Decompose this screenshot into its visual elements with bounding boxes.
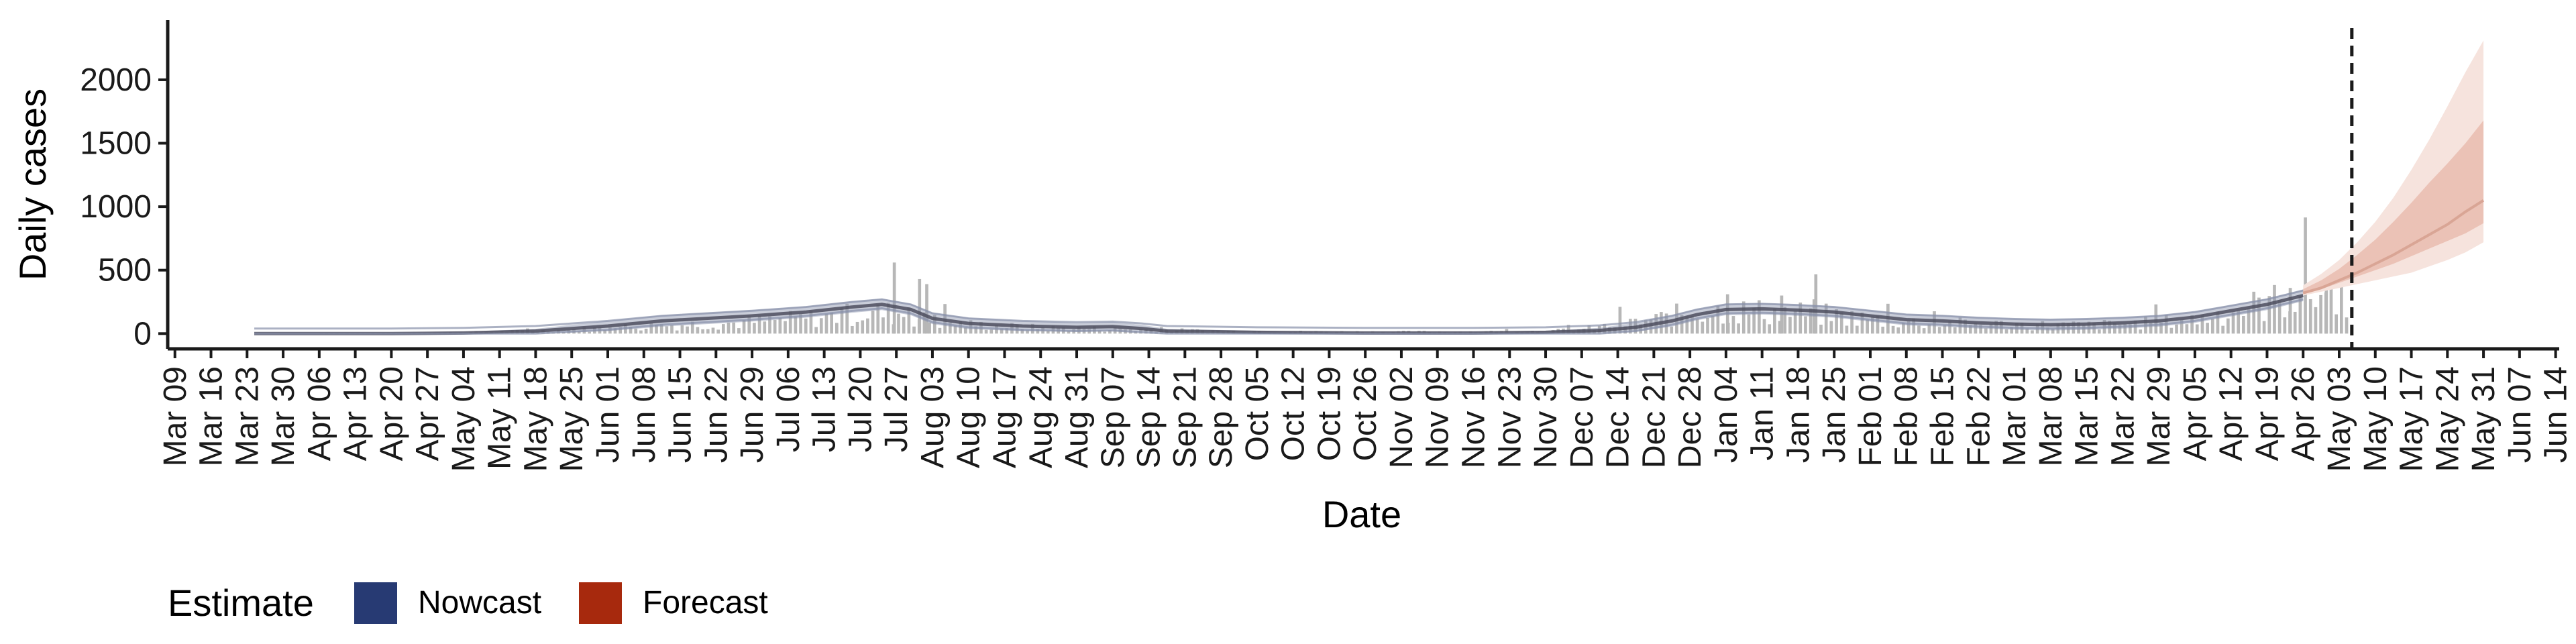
bar-day-305	[1748, 314, 1751, 333]
bar-spike-1	[918, 279, 921, 333]
bar-day-134	[866, 319, 869, 334]
bar-day-413	[2304, 217, 2307, 333]
bar-day-97	[676, 331, 679, 334]
x-tick-label-51: Mar 01	[1997, 366, 2033, 467]
bar-day-415	[2314, 307, 2318, 333]
x-tick-label-62: May 17	[2394, 366, 2430, 472]
bar-day-373	[2098, 329, 2101, 333]
x-tick-label-6: Apr 20	[374, 366, 410, 462]
x-tick-label-11: May 25	[554, 366, 590, 472]
bar-day-112	[753, 323, 756, 333]
y-tick-label-2000: 2000	[80, 62, 152, 98]
bar-day-89	[634, 329, 637, 334]
y-tick-label-1000: 1000	[80, 189, 152, 225]
bar-day-104	[712, 327, 715, 333]
bar-day-124	[814, 327, 818, 333]
x-tick-label-57: Apr 12	[2213, 366, 2249, 462]
bar-day-388	[2175, 325, 2178, 334]
bar-day-338	[1917, 325, 1921, 333]
bar-day-99	[686, 327, 689, 334]
x-tick-label-23: Aug 17	[987, 366, 1023, 469]
bar-day-107	[727, 323, 731, 333]
bar-day-128	[835, 323, 839, 333]
x-tick-label-61: May 10	[2357, 366, 2394, 472]
bar-day-308	[1763, 319, 1766, 334]
x-tick-label-31: Oct 12	[1275, 366, 1311, 462]
bar-day-409	[2284, 317, 2287, 333]
bar-day-392	[2196, 325, 2199, 334]
x-tick-label-65: Jun 07	[2502, 366, 2538, 464]
bar-day-418	[2330, 285, 2333, 333]
bar-spike-2	[925, 284, 928, 334]
y-tick-label-0: 0	[133, 316, 152, 352]
x-tick-label-41: Dec 21	[1636, 366, 1672, 469]
x-tick-label-48: Feb 08	[1888, 366, 1925, 467]
x-tick-label-63: May 24	[2430, 366, 2466, 472]
x-tick-label-64: May 31	[2466, 366, 2502, 472]
legend	[168, 582, 768, 624]
bar-day-106	[722, 324, 725, 333]
x-tick-label-60: May 03	[2321, 366, 2357, 472]
bar-day-334	[1896, 327, 1900, 333]
x-tick-label-56: Apr 05	[2177, 366, 2213, 462]
bar-day-321	[1830, 321, 1833, 334]
x-tick-label-46: Jan 25	[1817, 366, 1853, 464]
bar-day-313	[1788, 317, 1792, 333]
x-tick-label-32: Oct 19	[1311, 366, 1348, 462]
bars-layer	[320, 217, 2349, 334]
bar-day-319	[1819, 325, 1823, 333]
legend-label-forecast: Forecast	[643, 585, 768, 621]
bar-day-300	[1721, 323, 1725, 333]
x-tick-label-2: Mar 23	[229, 366, 266, 467]
x-tick-label-44: Jan 11	[1744, 366, 1780, 461]
x-tick-label-28: Sep 21	[1167, 366, 1203, 469]
x-tick-label-7: Apr 27	[410, 366, 446, 462]
bar-day-302	[1732, 316, 1735, 333]
x-tick-label-8: May 04	[445, 366, 482, 472]
bar-day-133	[861, 321, 864, 334]
bar-day-416	[2319, 295, 2322, 333]
x-tick-label-34: Nov 02	[1383, 366, 1419, 469]
bar-day-110	[743, 320, 746, 333]
y-tick-label-1500: 1500	[80, 125, 152, 162]
x-tick-label-3: Mar 30	[266, 366, 302, 467]
bar-day-290	[1670, 327, 1673, 333]
x-tick-label-40: Dec 14	[1600, 366, 1636, 469]
x-tick-label-29: Sep 28	[1203, 366, 1240, 469]
y-tick-label-500: 500	[97, 252, 152, 288]
bar-day-298	[1711, 316, 1715, 333]
x-tick-label-45: Jan 18	[1780, 366, 1817, 464]
bar-day-345	[1953, 327, 1957, 333]
x-tick-label-52: Mar 08	[2033, 366, 2069, 467]
forecast-layer	[2303, 40, 2483, 295]
bar-day-105	[716, 329, 720, 333]
plot-area	[254, 28, 2483, 349]
x-tick-label-1: Mar 16	[193, 366, 229, 467]
x-tick-label-17: Jul 06	[770, 366, 806, 453]
bar-day-303	[1737, 323, 1740, 333]
x-tick-label-10: May 18	[518, 366, 554, 472]
bar-day-397	[2221, 326, 2224, 334]
bar-day-109	[737, 328, 741, 333]
x-tick-label-25: Aug 31	[1059, 366, 1095, 469]
bar-day-146	[928, 323, 931, 334]
x-tick-label-55: Mar 29	[2141, 366, 2178, 467]
legend-label-nowcast: Nowcast	[418, 585, 542, 621]
x-tick-label-27: Sep 14	[1131, 366, 1167, 469]
x-tick-label-18: Jul 13	[806, 366, 843, 453]
bar-day-331	[1881, 327, 1884, 333]
x-tick-label-15: Jun 22	[698, 366, 735, 464]
bar-day-103	[706, 329, 710, 334]
bar-day-414	[2309, 299, 2312, 333]
bar-day-122	[804, 319, 808, 333]
bar-day-381	[2139, 329, 2142, 333]
x-tick-label-26: Sep 07	[1095, 366, 1131, 469]
bar-day-96	[670, 325, 674, 333]
bar-day-127	[830, 313, 833, 333]
x-tick-label-54: Mar 22	[2105, 366, 2141, 467]
bar-day-360	[2031, 330, 2034, 333]
bar-day-158	[989, 329, 993, 333]
bar-day-419	[2334, 315, 2338, 334]
bar-day-80	[588, 332, 591, 334]
x-tick-label-5: Apr 13	[337, 366, 374, 462]
legend-swatch-forecast	[579, 582, 622, 624]
bar-day-398	[2226, 319, 2230, 334]
bar-day-316	[1804, 317, 1807, 334]
bar-day-401	[2242, 316, 2245, 333]
x-tick-label-47: Feb 01	[1852, 366, 1888, 467]
bar-day-296	[1701, 322, 1704, 334]
bar-day-141	[902, 317, 906, 334]
x-tick-label-12: Jun 01	[590, 366, 627, 464]
x-tick-label-35: Nov 09	[1419, 366, 1456, 469]
x-tick-label-59: Apr 26	[2286, 366, 2322, 462]
x-tick-label-36: Nov 16	[1456, 366, 1492, 469]
x-tick-label-49: Feb 15	[1925, 366, 1961, 467]
bar-spike-0	[893, 262, 896, 333]
bar-day-95	[665, 326, 668, 333]
x-tick-label-20: Jul 27	[879, 366, 915, 453]
x-tick-label-58: Apr 19	[2249, 366, 2286, 462]
bar-day-117	[778, 318, 782, 333]
x-tick-label-16: Jun 29	[735, 366, 771, 464]
bar-day-126	[825, 314, 828, 334]
x-tick-label-30: Oct 05	[1239, 366, 1275, 462]
bar-day-135	[871, 311, 875, 333]
x-tick-label-53: Mar 15	[2069, 366, 2105, 467]
x-axis	[158, 349, 2574, 472]
bar-day-91	[645, 329, 648, 333]
bar-day-114	[763, 321, 766, 333]
bar-day-326	[1856, 326, 1859, 334]
bar-day-297	[1706, 318, 1709, 333]
bar-day-90	[639, 331, 643, 334]
bar-day-390	[2186, 324, 2189, 333]
legend-swatch-nowcast	[354, 582, 397, 624]
bar-day-351	[1984, 328, 1988, 333]
x-tick-label-9: May 11	[482, 366, 518, 470]
y-axis	[80, 20, 168, 352]
x-axis-title: Date	[1322, 493, 1402, 535]
x-tick-label-21: Aug 03	[914, 366, 951, 469]
bar-day-125	[820, 318, 823, 333]
x-tick-label-50: Feb 22	[1961, 366, 1997, 467]
bar-day-295	[1696, 319, 1699, 334]
bar-day-395	[2211, 319, 2214, 333]
y-axis-title: Daily cases	[11, 88, 54, 281]
bar-day-387	[2170, 328, 2174, 334]
x-tick-label-19: Jul 20	[843, 366, 879, 453]
bar-day-102	[701, 329, 704, 333]
x-tick-label-33: Oct 26	[1348, 366, 1384, 462]
x-tick-label-39: Dec 07	[1564, 366, 1600, 469]
x-tick-label-14: Jun 15	[662, 366, 698, 464]
x-tick-label-38: Nov 30	[1528, 366, 1564, 469]
bar-day-333	[1892, 326, 1895, 333]
bar-day-180	[1103, 331, 1106, 333]
x-tick-label-4: Apr 06	[301, 366, 337, 462]
bar-day-116	[773, 320, 777, 333]
bar-day-355	[2005, 329, 2008, 333]
x-tick-label-22: Aug 10	[951, 366, 987, 469]
x-tick-label-0: Mar 09	[157, 366, 193, 467]
bar-day-132	[856, 322, 859, 333]
bar-day-309	[1768, 324, 1771, 333]
x-tick-label-37: Nov 23	[1492, 366, 1528, 469]
bar-day-328	[1866, 319, 1869, 333]
bar-day-421	[2345, 317, 2349, 333]
bar-day-140	[897, 314, 900, 334]
bar-day-407	[2273, 285, 2276, 333]
x-tick-label-13: Jun 08	[626, 366, 662, 464]
legend-title: Estimate	[168, 582, 314, 624]
bar-day-411	[2294, 312, 2297, 333]
bar-day-98	[681, 325, 684, 333]
bar-day-157	[985, 330, 988, 334]
bar-day-137	[881, 317, 885, 333]
x-tick-label-42: Dec 28	[1672, 366, 1709, 469]
bar-day-394	[2206, 323, 2209, 333]
bar-day-342	[1938, 327, 1941, 333]
bar-day-148	[938, 328, 942, 333]
bar-day-101	[696, 327, 700, 333]
bar-day-120	[794, 317, 798, 334]
bar-day-339	[1923, 328, 1926, 333]
bar-day-405	[2263, 321, 2266, 334]
x-tick-label-24: Aug 24	[1023, 366, 1059, 469]
bar-day-403	[2252, 292, 2255, 333]
bar-day-108	[732, 323, 735, 334]
bar-day-118	[784, 321, 787, 334]
x-tick-label-43: Jan 04	[1708, 366, 1744, 464]
x-tick-label-66: Jun 14	[2538, 366, 2574, 464]
bar-day-131	[851, 326, 854, 333]
bar-day-324	[1845, 325, 1849, 333]
bar-day-143	[912, 327, 916, 334]
